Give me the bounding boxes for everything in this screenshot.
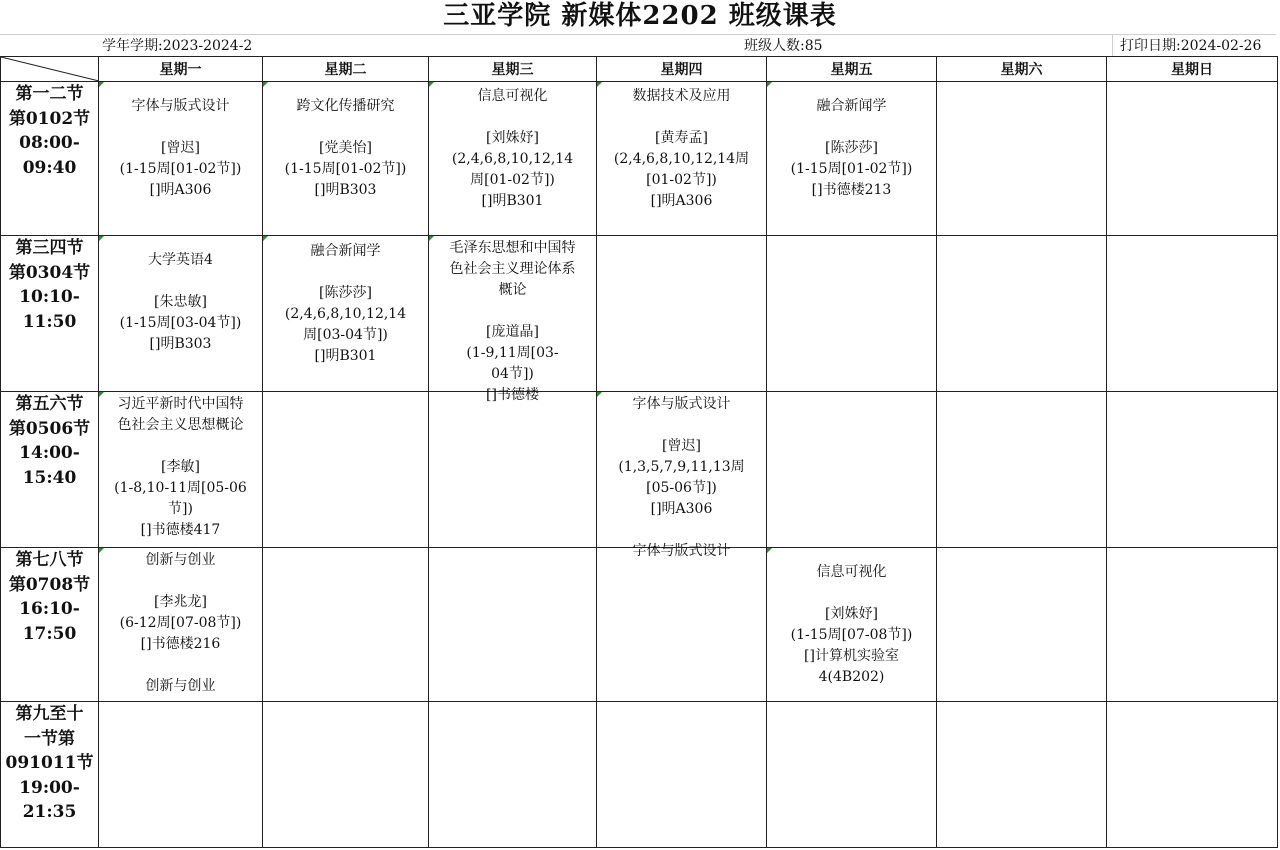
course-cell[interactable] [263, 82, 429, 236]
day-header-thu: 星期四 [597, 57, 767, 82]
period-label: 第三四节 第0304节 10:10- 11:50 [1, 236, 99, 392]
course-cell[interactable] [99, 548, 263, 702]
empty-cell[interactable] [263, 548, 429, 702]
empty-cell[interactable] [937, 392, 1107, 548]
course-text: 融合新闻学 [陈莎莎] (1-15周[01-02节]) []书德楼213 [790, 98, 913, 198]
empty-cell[interactable] [597, 236, 767, 392]
course-text: 字体与版式设计 [曾迟] (1-15周[01-02节]) []明A306 [119, 98, 242, 198]
cell-marker [99, 82, 104, 87]
empty-cell[interactable] [767, 236, 937, 392]
course-cell[interactable] [767, 548, 937, 702]
course-text: 创新与创业 [李兆龙] (6-12周[07-08节]) []书德楼216 创新与创业 [119, 552, 242, 694]
period-row [1, 82, 1278, 236]
empty-cell[interactable] [1107, 82, 1278, 236]
course-text: 习近平新时代中国特 色社会主义思想概论 [李敏] (1-8,10-11周[05-06 节]) []书德楼417 [114, 396, 247, 538]
period-label: 第一二节 第0102节 08:00- 09:40 [1, 82, 99, 236]
empty-cell[interactable] [597, 548, 767, 702]
empty-cell[interactable] [99, 702, 263, 848]
empty-cell[interactable] [1107, 392, 1278, 548]
empty-cell[interactable] [767, 702, 937, 848]
course-text: 融合新闻学 [陈莎莎] (2,4,6,8,10,12,14 周[03-04节]) []明B301 [284, 243, 407, 364]
period-label: 第五六节 第0506节 14:00- 15:40 [1, 392, 99, 548]
course-text: 毛泽东思想和中国特 色社会主义理论体系 概论 [庞道晶] (1-9,11周[03- 04节]) []书德楼 [449, 240, 576, 403]
empty-cell[interactable] [429, 392, 597, 548]
cell-marker [597, 82, 602, 87]
course-cell[interactable] [99, 82, 263, 236]
period-row [1, 236, 1278, 392]
cell-marker [99, 392, 104, 397]
day-header-sat: 星期六 [937, 57, 1107, 82]
class-size-label: 班级人数:85 [744, 38, 823, 54]
course-cell[interactable] [767, 82, 937, 236]
course-text: 信息可视化 [刘姝妤] (2,4,6,8,10,12,14 周[01-02节]) []明B301 [451, 88, 574, 209]
course-text: 信息可视化 [刘姝妤] (1-15周[07-08节]) []计算机实验室 4(4B202) [790, 564, 913, 685]
day-header-tue: 星期二 [263, 57, 429, 82]
diagonal-line [1, 57, 99, 81]
header-row [1, 57, 1278, 82]
empty-cell[interactable] [597, 702, 767, 848]
empty-cell[interactable] [937, 236, 1107, 392]
cell-marker [597, 392, 602, 397]
cell-marker [99, 236, 104, 241]
empty-cell[interactable] [767, 392, 937, 548]
course-text: 跨文化传播研究 [党美怡] (1-15周[01-02节]) []明B303 [284, 98, 407, 198]
corner-cell [1, 57, 99, 82]
empty-cell[interactable] [937, 82, 1107, 236]
empty-cell[interactable] [937, 702, 1107, 848]
empty-cell[interactable] [1107, 236, 1278, 392]
course-text: 数据技术及应用 [黄寿孟] (2,4,6,8,10,12,14周 [01-02节]) []明A306 [613, 88, 750, 209]
course-text: 大学英语4 [朱忠敏] (1-15周[03-04节]) []明B303 [119, 252, 242, 352]
period-row [1, 392, 1278, 548]
course-cell[interactable] [99, 392, 263, 548]
cell-marker [99, 548, 104, 553]
cell-marker [767, 548, 772, 553]
course-text: 字体与版式设计 [曾迟] (1,3,5,7,9,11,13周 [05-06节]) []明A306 字体与版式设计 [618, 396, 745, 559]
empty-cell[interactable] [263, 392, 429, 548]
page-title: 三亚学院 新媒体2202 班级课表 [443, 1, 837, 31]
empty-cell[interactable] [937, 548, 1107, 702]
cell-marker [263, 236, 268, 241]
period-row [1, 548, 1278, 702]
period-row [1, 702, 1278, 848]
cell-marker [429, 236, 434, 241]
course-cell[interactable] [99, 236, 263, 392]
empty-cell[interactable] [263, 702, 429, 848]
period-label: 第九至十 一节第 091011节 19:00- 21:35 [1, 702, 99, 848]
period-label: 第七八节 第0708节 16:10- 17:50 [1, 548, 99, 702]
course-cell[interactable] [429, 236, 597, 403]
course-cell[interactable] [597, 82, 767, 236]
schedule-table [0, 56, 1278, 848]
info-row [0, 34, 1276, 57]
empty-cell[interactable] [429, 702, 597, 848]
course-cell[interactable] [597, 392, 767, 559]
empty-cell[interactable] [1107, 702, 1278, 848]
course-cell[interactable] [263, 236, 429, 392]
day-header-fri: 星期五 [767, 57, 937, 82]
day-header-wed: 星期三 [429, 57, 597, 82]
cell-marker [429, 82, 434, 87]
info-divider [1112, 35, 1113, 57]
cell-marker [263, 82, 268, 87]
empty-cell[interactable] [1107, 548, 1278, 702]
cell-marker [767, 82, 772, 87]
day-header-mon: 星期一 [99, 57, 263, 82]
day-header-sun: 星期日 [1107, 57, 1278, 82]
term-label: 学年学期:2023-2024-2 [102, 38, 253, 54]
course-cell[interactable] [429, 82, 597, 236]
print-date-label: 打印日期:2024-02-26 [1120, 38, 1262, 54]
empty-cell[interactable] [429, 548, 597, 702]
